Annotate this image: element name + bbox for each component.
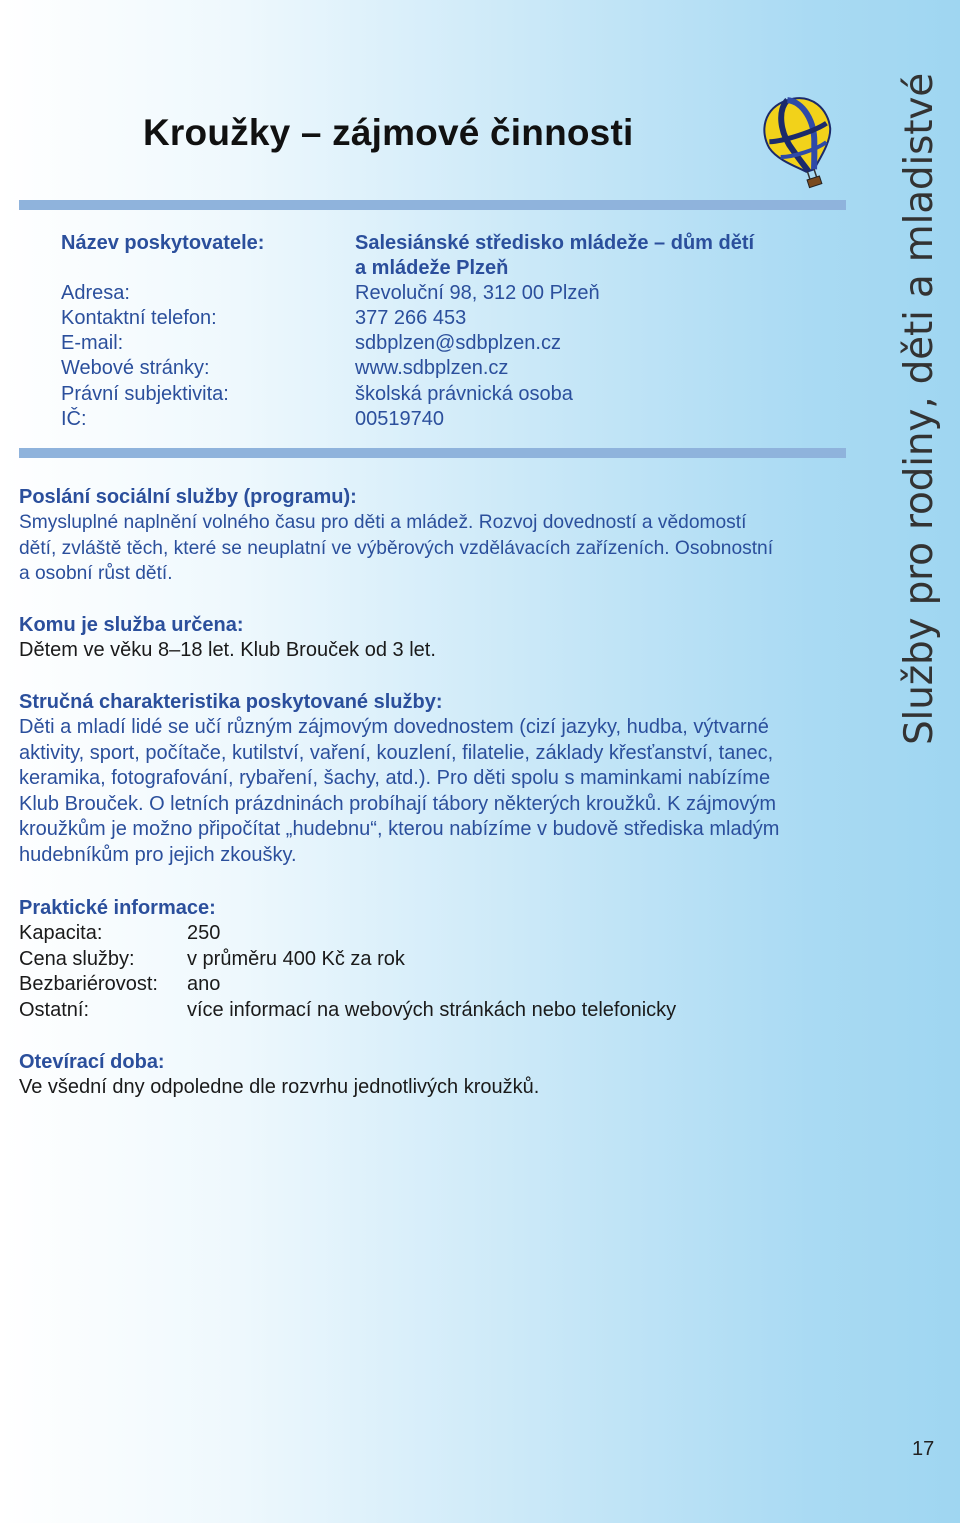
capacity-value: 250 [187,922,221,944]
target-heading: Komu je služba určena: [19,614,244,636]
email-label: E-mail: [61,332,124,354]
page-title: Kroužky – zájmové činnosti [143,112,634,153]
characteristics-line: kroužkům je možno připočítat „hudebnu“, kterou nabízíme v budově střediska mladým [19,818,780,841]
practical-heading: Praktické informace: [19,897,216,919]
target-text: Dětem ve věku 8–18 let. Klub Brouček od 3 let. [19,639,436,661]
mission-section [19,484,849,587]
other-value: více informací na webových stránkách nebo telefonicky [187,999,677,1021]
phone-value: 377 266 453 [355,307,467,329]
characteristics-line: hudebníkům pro jejich zkoušky. [19,843,297,866]
ic-value: 00519740 [355,408,444,430]
target-section [19,612,849,664]
address-label: Adresa: [61,282,130,304]
mission-line: a osobní růst dětí. [19,563,173,585]
hours-heading: Otevírací doba: [19,1051,165,1073]
characteristics-line: keramika, fotografování, rybaření, šachy, atd.). Pro děti spolu s maminkami nabízíme [19,767,771,790]
divider [19,200,846,210]
hot-air-balloon-icon [755,92,847,192]
legal-label: Právní subjektivita: [61,383,229,405]
ic-label: IČ: [61,408,87,430]
mission-heading: Poslání sociální služby (programu): [19,486,357,508]
email-value: sdbplzen@sdbplzen.cz [355,332,561,354]
legal-value: školská právnická osoba [355,383,573,405]
price-label: Cena služby: [19,948,135,970]
hours-text: Ve všední dny odpoledne dle rozvrhu jednotlivých kroužků. [19,1076,540,1098]
sidebar-section-title: Služby pro rodiny, děti a mladistvé [897,73,942,745]
divider [19,448,846,458]
web-value: www.sdbplzen.cz [355,357,509,379]
web-label: Webové stránky: [61,357,210,379]
address-value: Revoluční 98, 312 00 Plzeň [355,282,600,304]
barrier-value: ano [187,973,221,995]
provider-name-label: Název poskytovatele: [61,232,265,254]
mission-line: dětí, zvláště těch, které se neuplatní ve výběrových vzdělávacích zařízeních. Osobnostní [19,537,774,559]
characteristics-heading: Stručná charakteristika poskytované služby: [19,691,443,713]
mission-line: Smysluplné naplnění volného času pro děti a mládež. Rozvoj dovedností a vědomostí [19,512,747,533]
provider-name: Salesiánské středisko mládeže – dům dětí [355,232,755,254]
characteristics-section [19,689,849,869]
page-number: 17 [912,1438,935,1460]
characteristics-line: Klub Brouček. O letních prázdninách probíhají tábory některých kroužků. K zájmovým [19,792,777,815]
characteristics-line: aktivity, sport, počítače, kutilství, vaření, kouzlení, filatelie, základy křesťanství, tanec, [19,741,774,764]
phone-label: Kontaktní telefon: [61,307,217,329]
other-label: Ostatní: [19,999,90,1021]
characteristics-line: Děti a mladí lidé se učí různým zájmovým dovednostem (cizí jazyky, hudba, výtvarné [19,716,769,738]
price-value: v průměru 400 Kč za rok [187,948,405,970]
barrier-label: Bezbariérovost: [19,973,158,995]
provider-name-line2: a mládeže Plzeň [355,257,509,279]
capacity-label: Kapacita: [19,922,103,944]
